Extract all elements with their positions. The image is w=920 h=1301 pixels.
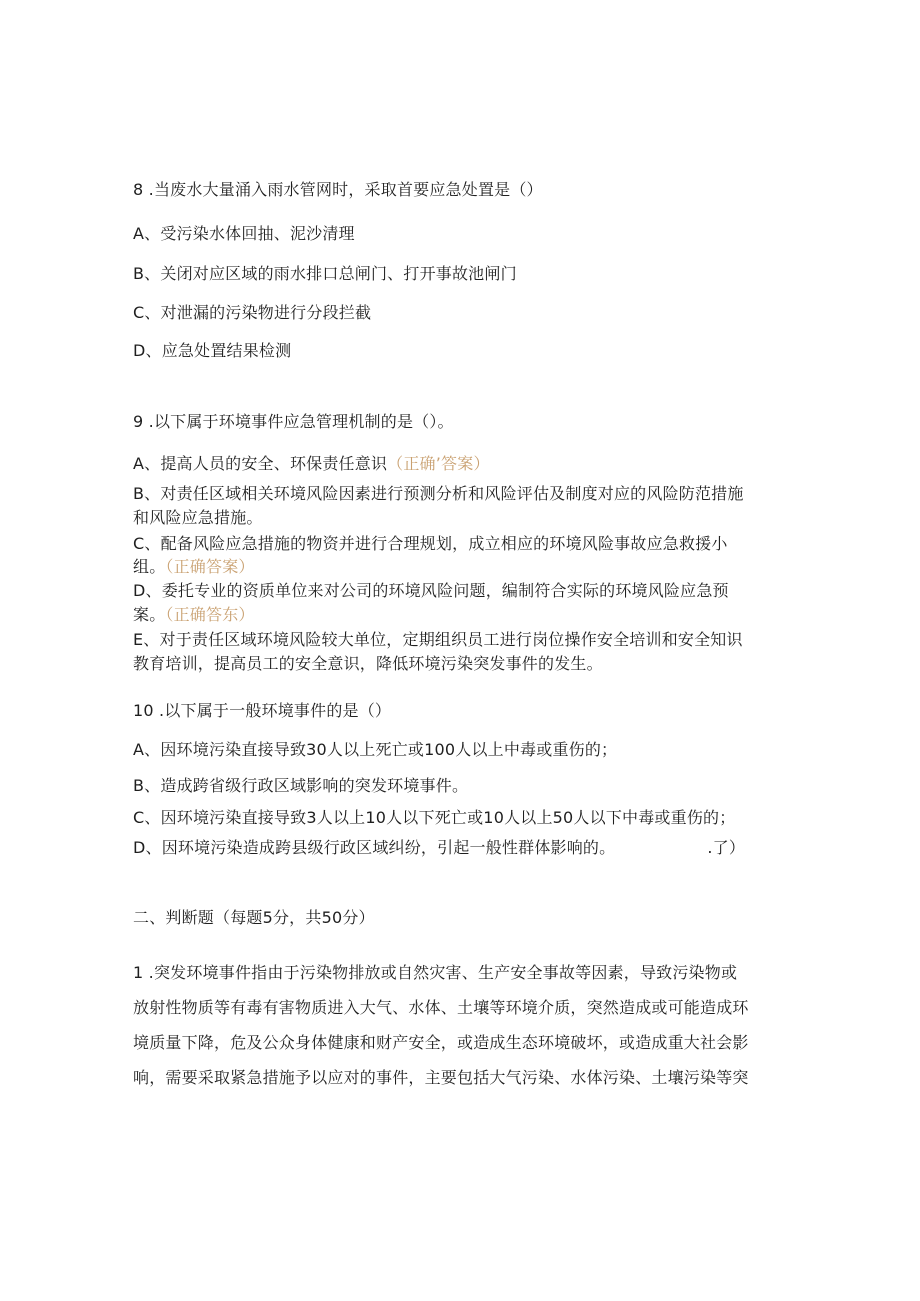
q9-option-d-line1: D、委托专业的资质单位来对公司的环境风险问题，编制符合实际的环境风险应急预	[133, 581, 729, 600]
q10-option-d	[133, 838, 745, 858]
q9-option-d-line2	[133, 605, 255, 625]
q10-option-c: C、因环境污染直接导致3人以上10人以下死亡或10人以上50人以下中毒或重伤的；	[133, 808, 736, 827]
q9-option-d-text: 案。	[133, 605, 166, 624]
question-10: 10 .以下属于一般环境事件的是（）	[133, 701, 392, 720]
judgment-1-line3: 境质量下降，危及公众身体健康和财产安全，或造成生态环境破坏，或造成重大社会影	[133, 1033, 749, 1052]
q8-option-b: B、关闭对应区域的雨水排口总闸门、打开事故池闸门	[133, 264, 517, 283]
section-2-title: 二、判断题（每题5分，共50分）	[133, 908, 375, 927]
q9-option-e-line1: E、对于责任区域环境风险较大单位，定期组织员工进行岗位操作安全培训和安全知识	[133, 630, 743, 649]
q10-option-b: B、造成跨省级行政区域影响的突发环境事件。	[133, 776, 469, 795]
question-8: 8 .当废水大量涌入雨水管网时，采取首要应急处置是（）	[133, 180, 543, 199]
q8-option-a: A、受污染水体回抽、泥沙清理	[133, 224, 355, 243]
judgment-1-line4: 响，需要采取紧急措施予以应对的事件，主要包括大气污染、水体污染、土壤污染等突	[133, 1068, 749, 1087]
q9-option-c-answer-mark: （正确答案）	[165, 557, 255, 576]
q8-option-c: C、对泄漏的污染物进行分段拦截	[133, 303, 372, 322]
q10-option-d-text: D、因环境污染造成跨县级行政区域纠纷，引起一般性群体影响的。	[133, 838, 616, 857]
question-9: 9 .以下属于环境事件应急管理机制的是（）。	[133, 412, 454, 431]
q9-option-b-line1: B、对责任区域相关环境风险因素进行预测分析和风险评估及制度对应的风险防范措施	[133, 484, 744, 503]
q9-option-e-line2: 教育培训，提高员工的安全意识，降低环境污染突发事件的发生。	[133, 654, 603, 673]
q9-option-a	[133, 454, 490, 474]
q9-option-c-line1: C、配备风险应急措施的物资并进行合理规划，成立相应的环境风险事故应急救援小	[133, 534, 728, 553]
q8-option-d: D、应急处置结果检测	[133, 341, 292, 360]
judgment-1-line2: 放射性物质等有毒有害物质进入大气、水体、土壤等环境介质，突然造成或可能造成环	[133, 998, 749, 1017]
q9-option-a-text: A、提高人员的安全、环保责任意识	[133, 454, 388, 473]
q9-option-c-text: 组。	[133, 557, 166, 576]
q9-option-a-answer-mark: （正确’答案）	[387, 454, 490, 473]
q10-option-a: A、因环境污染直接导致30人以上死亡或100人以上中毒或重伤的；	[133, 740, 618, 759]
q10-option-d-tail: .了）	[707, 838, 746, 857]
q9-option-c-line2	[133, 557, 255, 577]
q9-option-d-answer-mark: （正确答东）	[165, 605, 255, 624]
q9-option-b-line2: 和风险应急措施。	[133, 508, 263, 527]
judgment-1-line1: 1 .突发环境事件指由于污染物排放或自然灾害、生产安全事故等因素，导致污染物或	[133, 963, 738, 982]
